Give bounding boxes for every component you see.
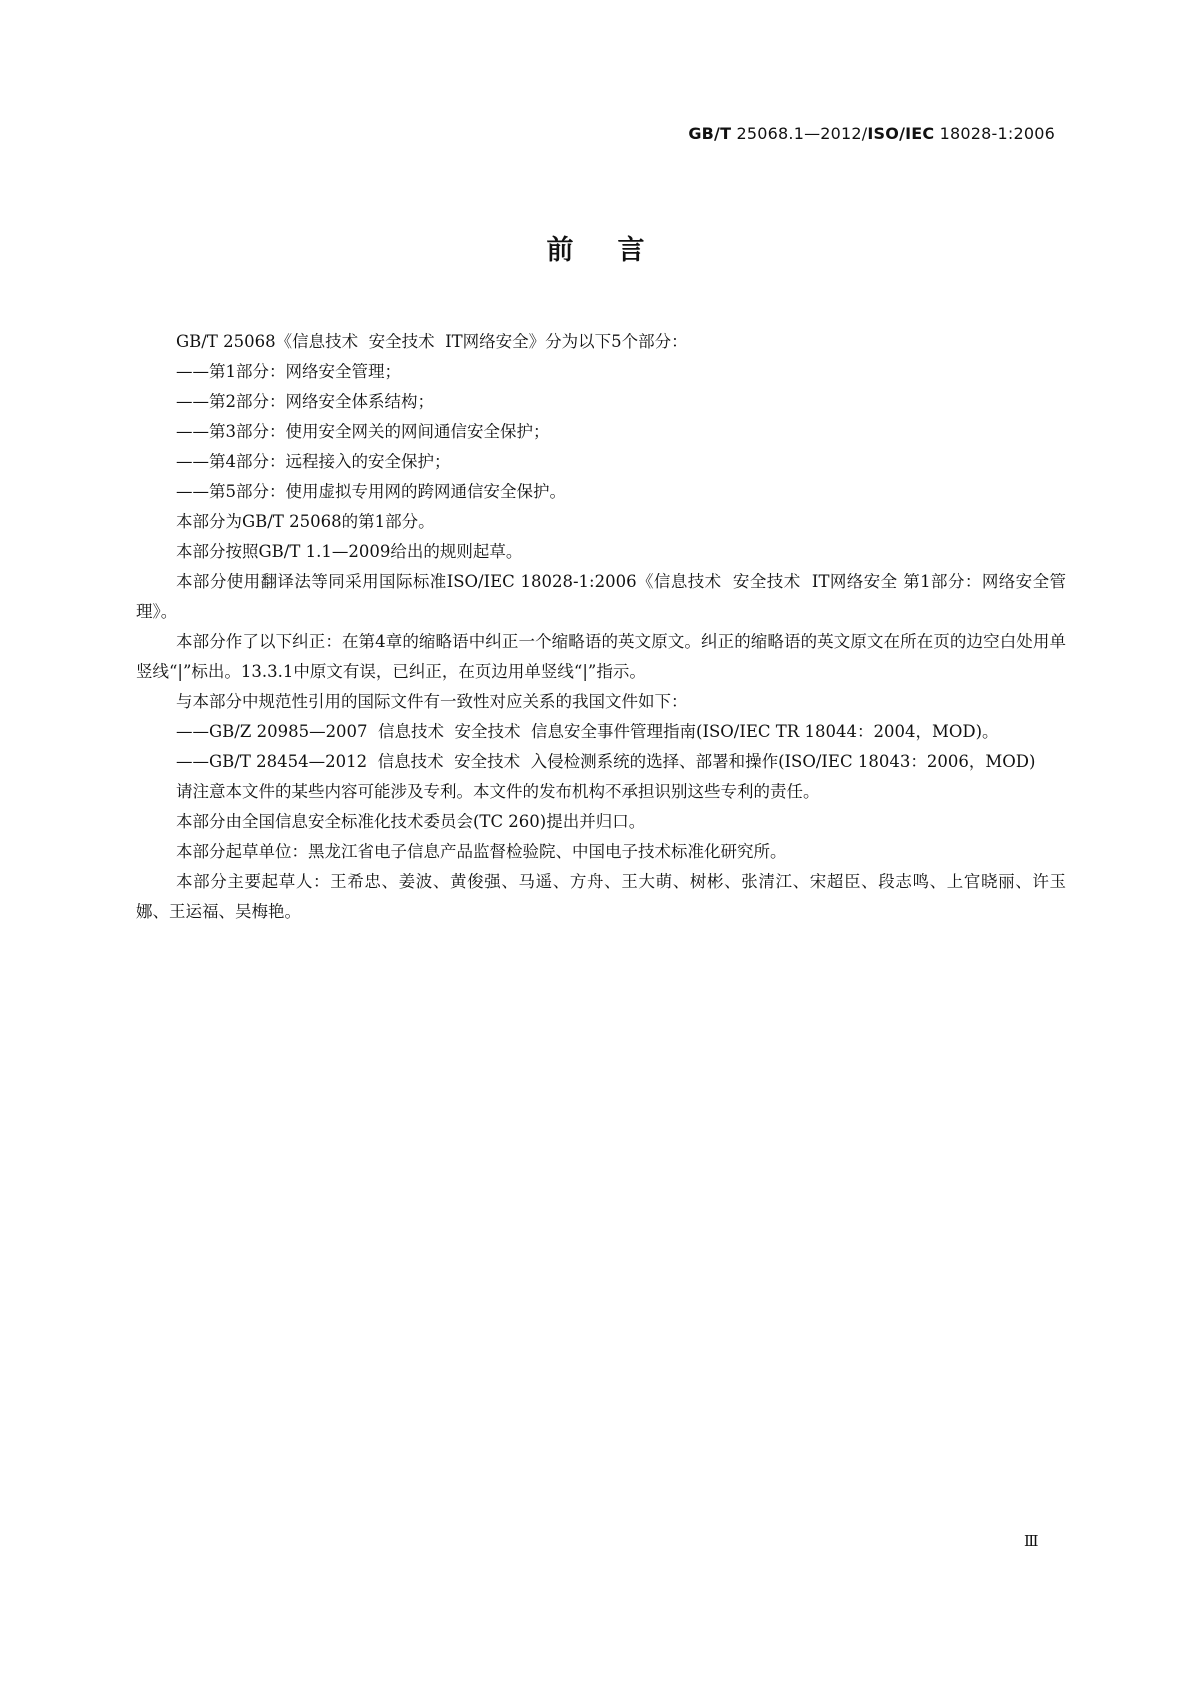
- paragraph-patent-notice: 请注意本文件的某些内容可能涉及专利。本文件的发布机构不承担识别这些专利的责任。: [176, 782, 820, 801]
- list-item-reference-2: ——GB/T 28454—2012 信息技术 安全技术 入侵检测系统的选择、部署和操作(ISO/IEC 18043：2006，MOD): [176, 752, 1036, 771]
- paragraph-drafters: 本部分主要起草人：王希忠、姜波、黄俊强、马遥、方舟、王大萌、树彬、张清江、宋超臣、段志鸣、上官晓丽、许玉娜、王运福、吴梅艳。: [136, 872, 1066, 921]
- paragraph-adoption: 本部分使用翻译法等同采用国际标准ISO/IEC 18028-1:2006《信息技术 安全技术 IT网络安全 第1部分：网络安全管理》。: [136, 572, 1066, 621]
- paragraph-proposer: 本部分由全国信息安全标准化技术委员会(TC 260)提出并归口。: [176, 812, 646, 831]
- standard-code-iso: ISO/IEC: [867, 124, 935, 143]
- foreword-body: [136, 327, 1066, 927]
- paragraph-drafting-units: 本部分起草单位：黑龙江省电子信息产品监督检验院、中国电子技术标准化研究所。: [176, 842, 787, 861]
- standard-code-prefix: GB/T: [688, 124, 732, 143]
- paragraph-parts-intro: GB/T 25068《信息技术 安全技术 IT网络安全》分为以下5个部分：: [176, 332, 688, 351]
- paragraph-part-number: 本部分为GB/T 25068的第1部分。: [176, 512, 435, 531]
- standard-code: [688, 124, 1055, 143]
- standard-code-number: 25068.1—2012/: [731, 124, 868, 143]
- page-title: 前言: [546, 235, 689, 266]
- paragraph-drafting-rules: 本部分按照GB/T 1.1—2009给出的规则起草。: [176, 542, 523, 561]
- list-item-part-1: ——第1部分：网络安全管理；: [176, 362, 401, 381]
- paragraph-corrections: 本部分作了以下纠正：在第4章的缩略语中纠正一个缩略语的英文原文。纠正的缩略语的英文原文在所在页的边空白处用单竖线“|”标出。13.3.1中原文有误，已纠正，在页边用单竖线“|”指示。: [136, 632, 1066, 681]
- standard-code-iso-number: 18028-1:2006: [934, 124, 1055, 143]
- paragraph-references-intro: 与本部分中规范性引用的国际文件有一致性对应关系的我国文件如下：: [176, 692, 688, 711]
- list-item-part-2: ——第2部分：网络安全体系结构；: [176, 392, 434, 411]
- list-item-part-5: ——第5部分：使用虚拟专用网的跨网通信安全保护。: [176, 482, 566, 501]
- page-number: Ⅲ: [1024, 1532, 1039, 1550]
- list-item-part-3: ——第3部分：使用安全网关的网间通信安全保护；: [176, 422, 550, 441]
- list-item-reference-1: ——GB/Z 20985—2007 信息技术 安全技术 信息安全事件管理指南(ISO/IEC TR 18044：2004，MOD)。: [176, 722, 999, 741]
- list-item-part-4: ——第4部分：远程接入的安全保护；: [176, 452, 451, 471]
